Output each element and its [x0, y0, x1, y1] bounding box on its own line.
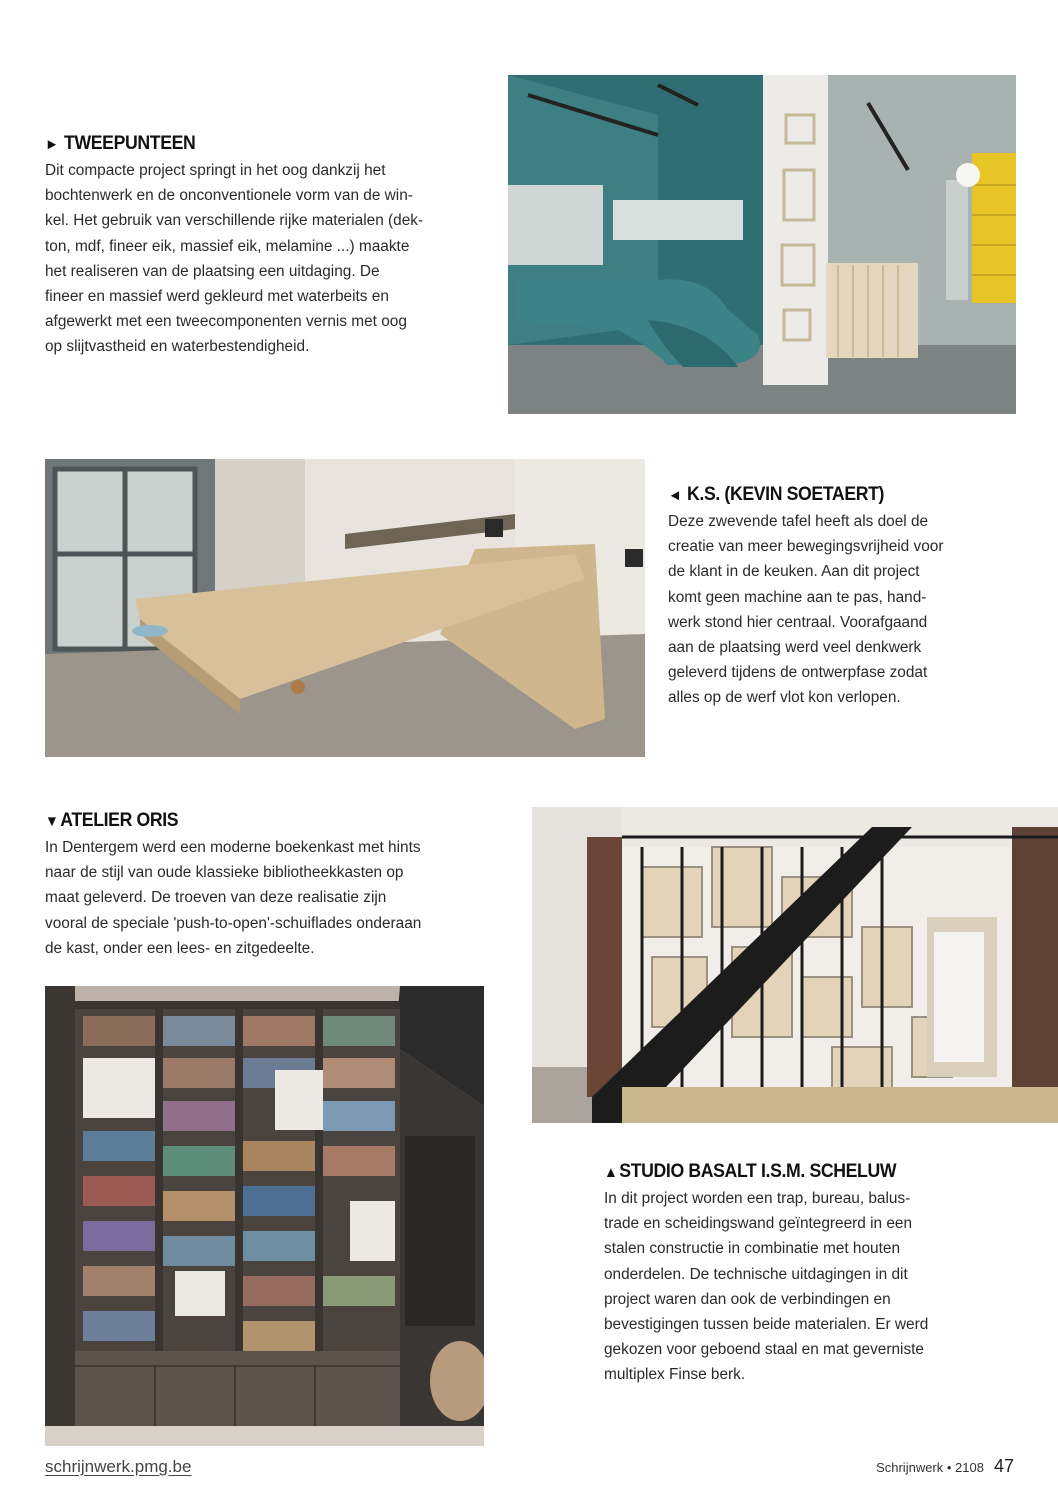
page-number: 47: [993, 1456, 1014, 1476]
arrow-right-icon: ►: [45, 136, 59, 153]
heading-oris: [45, 808, 482, 835]
heading-text: TWEEPUNTEEN: [64, 133, 196, 154]
heading-tweepunteen: [45, 131, 436, 158]
photo-staircase: [532, 807, 1058, 1123]
arrow-down-icon: ▼: [45, 813, 59, 830]
paragraph-oris: In Dentergem werd een moderne boekenkast met hints naar de stijl van oude klassieke bibliotheekkasten op maat geleverd. De troeven van deze realisatie zijn vooral de speciale 'push-to-open'-schuiflades onderaan de kast, onder een lees- en zitgedeelte.: [45, 839, 422, 957]
heading-text: ATELIER ORIS: [60, 810, 179, 831]
section-oris: [45, 808, 515, 961]
arrow-left-icon: ◄: [668, 487, 682, 504]
photo-bookcase: [45, 986, 484, 1446]
magazine-issue: Schrijnwerk • 2108: [876, 1460, 984, 1475]
paragraph-ks: Deze zwevende tafel heeft als doel de creatie van meer bewegingsvrijheid voor de klant in de keuken. Aan dit project komt geen machine aan te pas, hand- werk stond hier centraal. Voorafgaand aan de plaatsing werd veel denkwerk geleverd tijdens de ontwerpfase zodat alles op de werf vlot kon verlopen.: [668, 513, 944, 707]
footer-website-link[interactable]: schrijnwerk.pmg.be: [45, 1457, 192, 1476]
paragraph-basalt: In dit project worden een trap, bureau, balus- trade en scheidingswand geïntegreerd in een stalen constructie in combinatie met houten onderdelen. De technische uitdagingen in dit project waren dan ook de verbindingen en bevestigingen tussen beide materialen. Er werd gekozen voor geboend staal en mat geverniste multiplex Finse berk.: [604, 1190, 929, 1384]
section-ks: [668, 482, 1008, 711]
footer-page-info: [876, 1456, 1014, 1477]
heading-text: K.S. (KEVIN SOETAERT): [687, 484, 885, 505]
section-tweepunteen: [45, 131, 465, 360]
heading-text: STUDIO BASALT I.S.M. SCHELUW: [619, 1161, 897, 1182]
photo-shop-interior: [508, 75, 1016, 414]
arrow-up-icon: ▲: [604, 1164, 618, 1181]
heading-ks: [668, 482, 984, 509]
paragraph-tweepunteen: Dit compacte project springt in het oog dankzij het bochtenwerk en de onconventionele vorm van de win- kel. Het gebruik van verschillende rijke materialen (dek- ton, mdf, fineer eik, massief eik, melamine ...) maakte het realiseren van de plaatsing een uitdaging. De fineer en massief werd gekleurd met waterbeits en afgewerkt met een tweecomponenten vernis met oog op slijtvastheid en waterbestendigheid.: [45, 162, 424, 356]
photo-floating-table: [45, 459, 645, 757]
section-basalt: [604, 1159, 1024, 1388]
heading-basalt: [604, 1159, 995, 1186]
